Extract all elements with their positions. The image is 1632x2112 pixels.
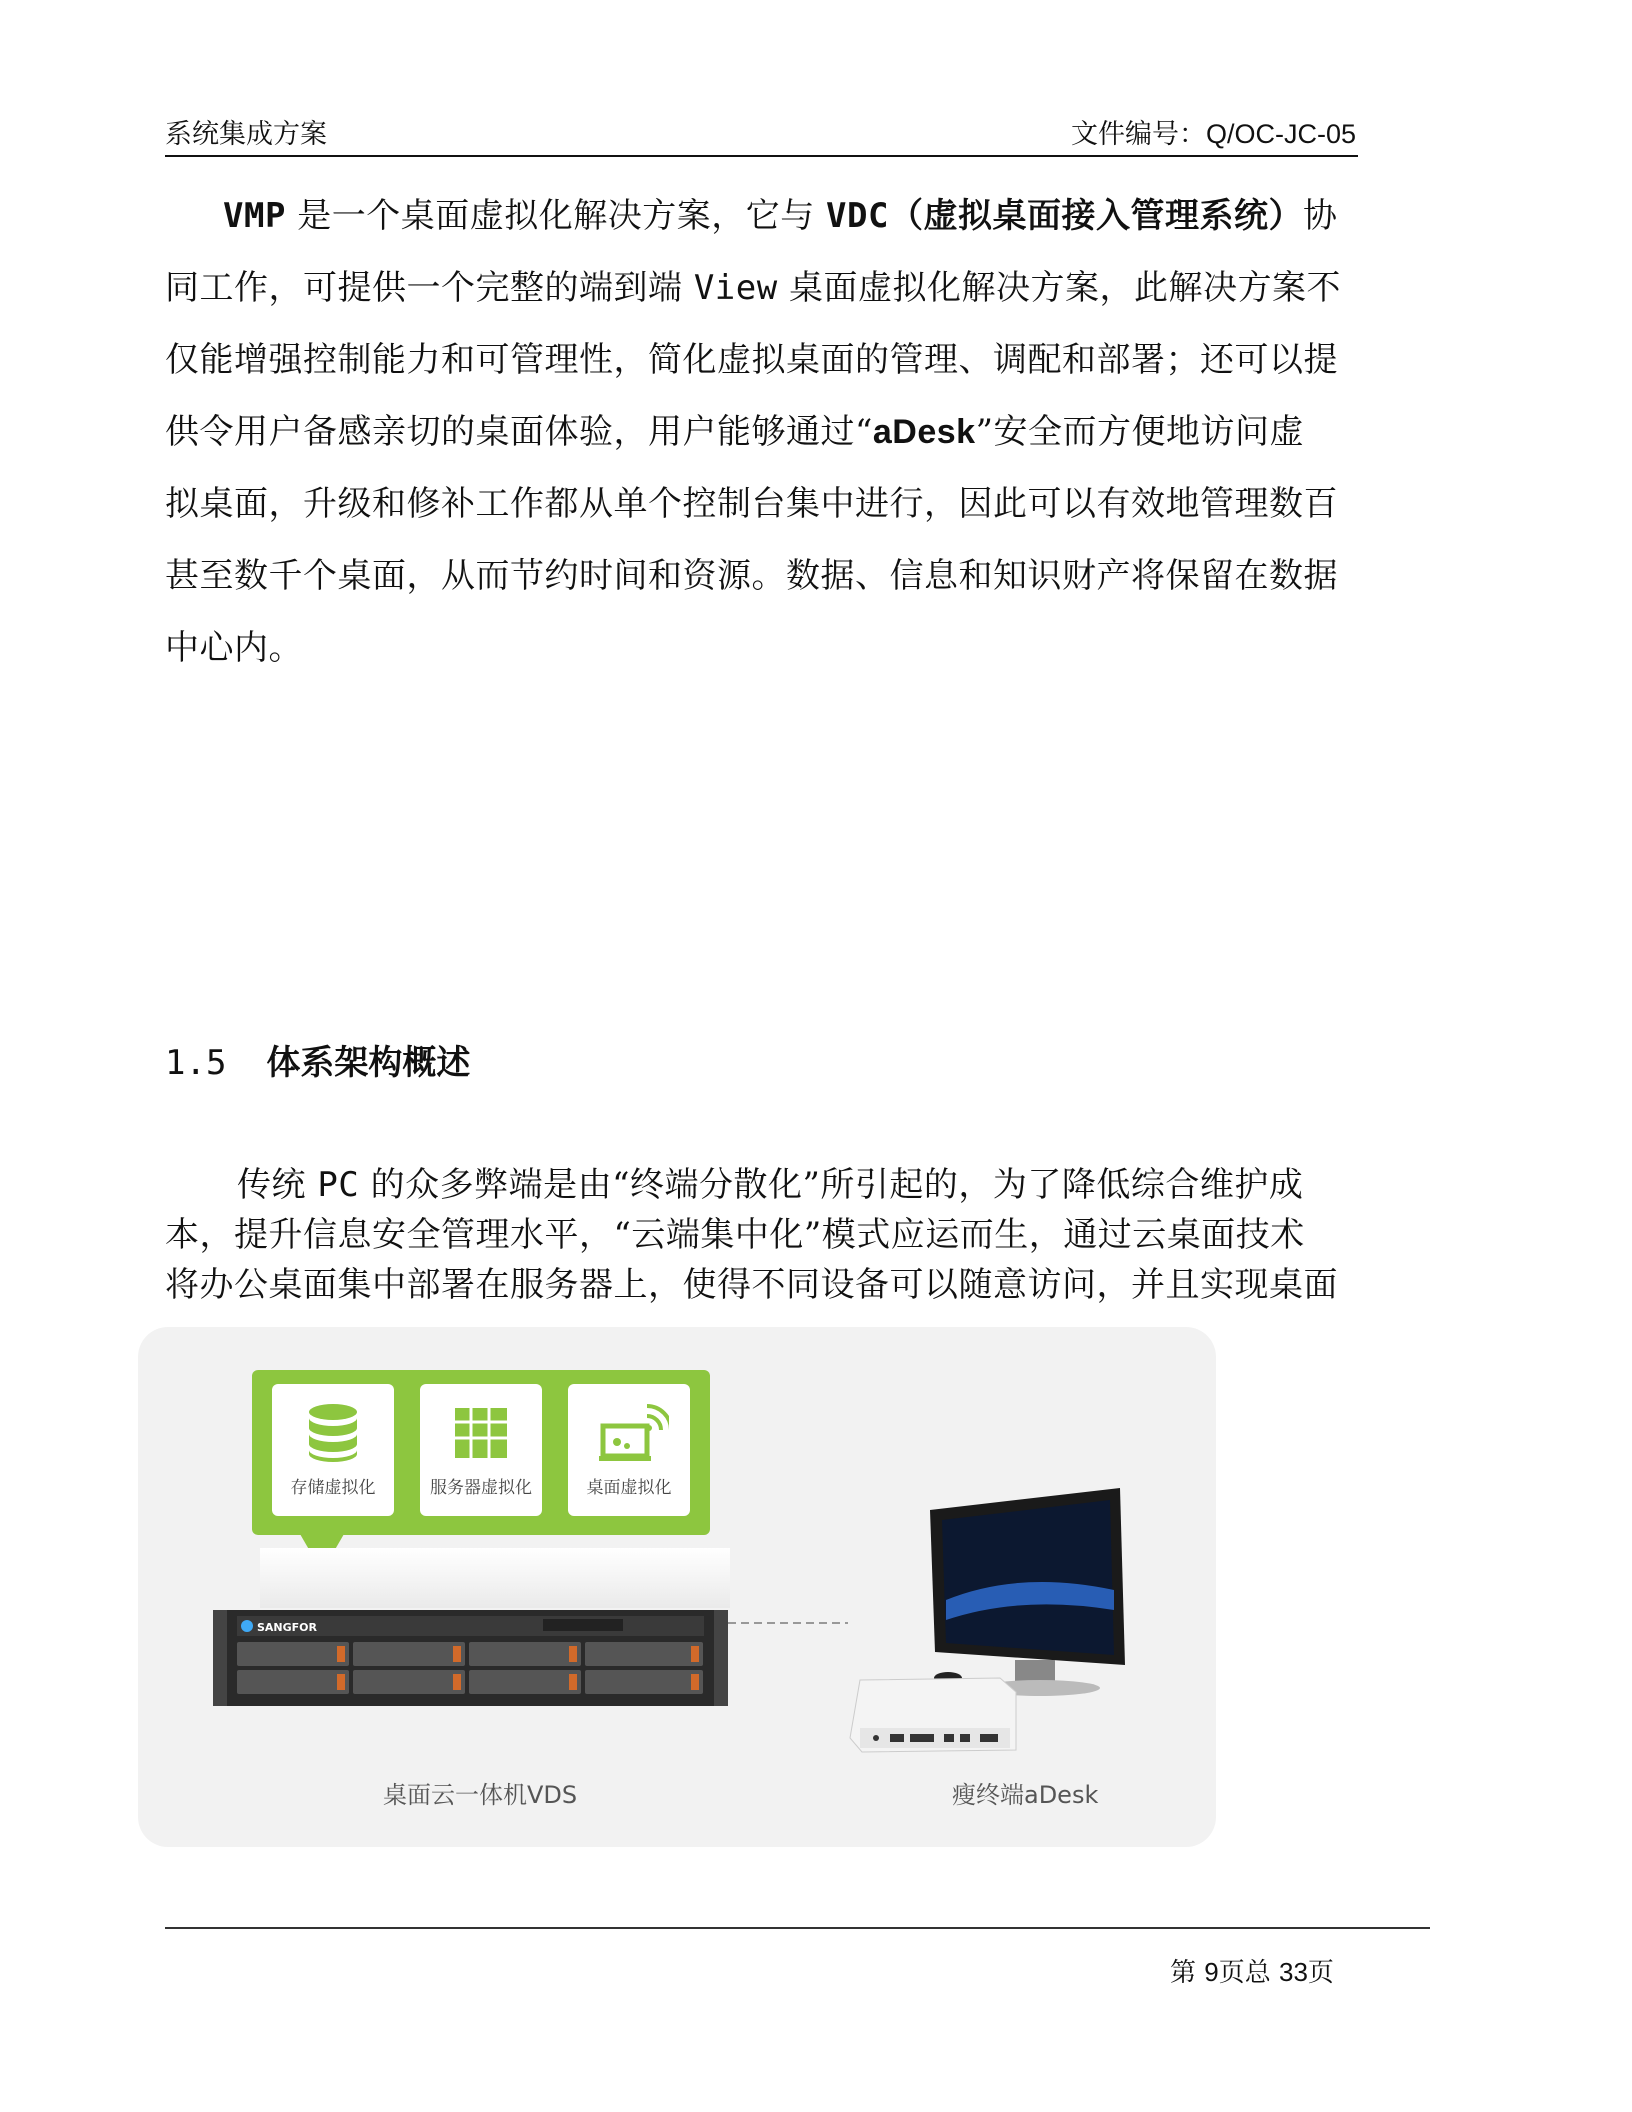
tile-label: 存储虚拟化 — [290, 1478, 376, 1498]
text: 第 — [1170, 1958, 1205, 1988]
text: 供令用户备感亲切的桌面体验，用户能够通过“ — [165, 412, 873, 452]
section-heading — [165, 1035, 470, 1084]
para1-line-4 — [165, 396, 1425, 468]
connection-line — [728, 1620, 848, 1626]
paragraph-vmp — [165, 180, 1425, 684]
tile-label: 桌面虚拟化 — [586, 1478, 672, 1498]
header-document-title: 系统集成方案 — [165, 119, 327, 150]
paragraph-architecture — [165, 1160, 1425, 1310]
para1-line-3: 仅能增强控制能力和可管理性，简化虚拟桌面的管理、调配和部署；还可以提 — [165, 340, 1338, 380]
text: 页 — [1307, 1958, 1334, 1988]
text: 同工作，可提供一个完整的端到端 — [165, 268, 694, 308]
sangfor-brand-text: SANGFOR — [257, 1621, 318, 1634]
page-number-footer — [1170, 1952, 1334, 1989]
para2-line-2: 本，提升信息安全管理水平，“云端集中化”模式应运而生，通过云桌面技术 — [165, 1215, 1305, 1255]
thin-client-with-monitor-image — [840, 1480, 1140, 1760]
term-vdc-full: （虚拟桌面接入管理系统） — [888, 196, 1303, 236]
para2-line-1 — [165, 1160, 1425, 1210]
server-top-surface — [260, 1548, 730, 1608]
monitor-wifi-icon — [599, 1402, 669, 1464]
para1-line-2 — [165, 252, 1425, 324]
text: 协 — [1302, 196, 1338, 236]
header-file-number — [1071, 112, 1356, 151]
database-icon — [303, 1402, 363, 1464]
para2-line-3: 将办公桌面集中部署在服务器上，使得不同设备可以随意访问，并且实现桌面 — [165, 1265, 1338, 1305]
tile-storage-virtualization — [272, 1384, 394, 1516]
text: 的众多弊端是由“终端分散化”所引起的，为了降低综合维护成 — [359, 1165, 1304, 1205]
term-pc: PC — [317, 1165, 360, 1205]
total-pages: 33 — [1279, 1957, 1308, 1987]
section-title: 体系架构概述 — [266, 1043, 471, 1083]
tile-desktop-virtualization — [568, 1384, 690, 1516]
sangfor-server-image — [213, 1608, 728, 1718]
tile-label: 服务器虚拟化 — [430, 1478, 532, 1498]
file-number-code: Q/OC-JC-05 — [1205, 119, 1356, 149]
text: 是一个桌面虚拟化解决方案，它与 — [285, 196, 827, 236]
tile-server-virtualization — [420, 1384, 542, 1516]
para1-line-7: 中心内。 — [165, 628, 303, 668]
term-vmp: VMP — [223, 196, 286, 236]
para1-line-6: 甚至数千个桌面，从而节约时间和资源。数据、信息和知识财产将保留在数据 — [165, 556, 1338, 596]
term-adesk: aDesk — [872, 413, 976, 451]
caption-adesk: 瘦终端aDesk — [952, 1781, 1099, 1809]
file-number-label: 文件编号： — [1070, 119, 1206, 150]
text: 页总 — [1218, 1958, 1279, 1988]
text: ”安全而方便地访问虚 — [975, 412, 1304, 452]
footer-rule — [165, 1927, 1430, 1929]
server-grid-icon — [451, 1402, 511, 1464]
page-number: 9 — [1204, 1957, 1219, 1987]
para1-line-1 — [165, 180, 1425, 252]
text: 传统 — [237, 1165, 318, 1205]
text: 桌面虚拟化解决方案，此解决方案不 — [777, 268, 1342, 308]
section-number: 1.5 — [165, 1043, 227, 1083]
term-vdc: VDC — [826, 196, 889, 236]
para1-line-5: 拟桌面，升级和修补工作都从单个控制台集中进行，因此可以有效地管理数百 — [165, 484, 1338, 524]
header-rule — [165, 155, 1358, 157]
term-view: View — [693, 268, 778, 308]
caption-vds: 桌面云一体机VDS — [383, 1781, 578, 1809]
